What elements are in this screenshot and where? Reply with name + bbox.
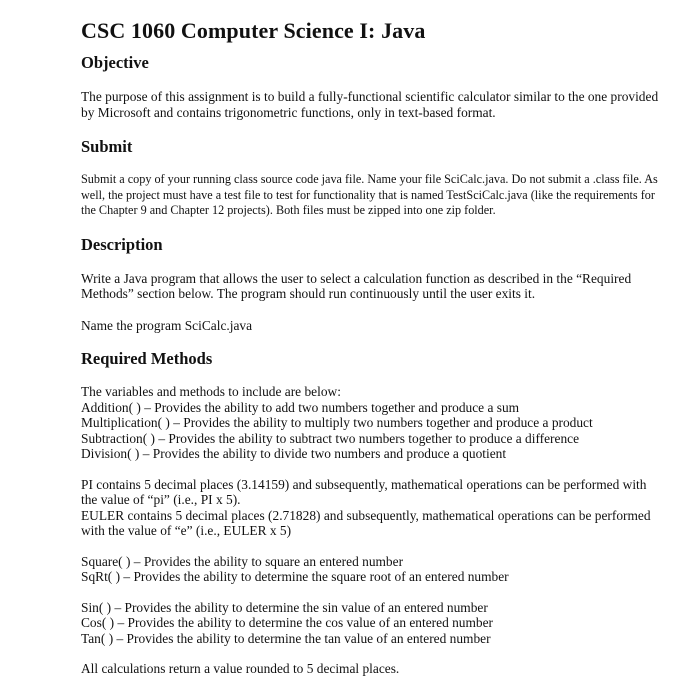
objective-text: The purpose of this assignment is to build a fully-functional scientific calculator similar to the one provided by Microsoft and contains trigonometric functions, only in text-based format. (81, 89, 659, 120)
submit-text: Submit a copy of your running class source code java file. Name your file SciCalc.java. Do not submit a .class file. As well, the project must have a test file to test for functionality that is named TestSciCalc.java (like the requirements for the Chapter 9 and Chapter 12 projects). Both files must be zipped into one zip folder. (81, 172, 658, 217)
objective-heading: Objective (81, 53, 149, 72)
list-item: Sin( ) – Provides the ability to determine the sin value of an entered number (81, 599, 488, 615)
pi-text: PI contains 5 decimal places (3.14159) and subsequently, mathematical operations can be performed with the value of “pi” (i.e., PI x 5). (81, 476, 647, 507)
power-methods-list (81, 554, 661, 585)
document-page (81, 18, 661, 677)
list-item: Subtraction( ) – Provides the ability to subtract two numbers together to produce a difference (81, 430, 580, 446)
basic-methods-list (81, 384, 661, 462)
list-item: Tan( ) – Provides the ability to determine the tan value of an entered number (81, 630, 491, 646)
description-heading: Description (81, 234, 163, 254)
list-item: Division( ) – Provides the ability to divide two numbers and produce a quotient (81, 446, 507, 461)
required-methods-heading: Required Methods (81, 349, 213, 368)
rounding-text: All calculations return a value rounded to 5 decimal places. (81, 661, 400, 676)
list-item: Addition( ) – Provides the ability to add two numbers together and produce a sum (81, 399, 520, 415)
submit-heading: Submit (81, 137, 133, 156)
list-item: Multiplication( ) – Provides the ability to multiply two numbers together and produce a product (81, 415, 593, 430)
description-text: Write a Java program that allows the user to select a calculation function as described in the “Required Methods” section below. The program should run continuously until the user exits it. (81, 270, 632, 301)
document-title: CSC 1060 Computer Science I: Java (81, 18, 426, 43)
list-item: SqRt( ) – Provides the ability to determine the square root of an entered number (81, 569, 509, 584)
euler-text: EULER contains 5 decimal places (2.71828) and subsequently, mathematical operations can be performed with the value of “e” (i.e., EULER x 5) (81, 507, 651, 538)
trig-methods-list (81, 600, 661, 647)
list-item: Cos( ) – Provides the ability to determine the cos value of an entered number (81, 615, 494, 630)
methods-intro: The variables and methods to include are below: (81, 384, 341, 399)
list-item: Square( ) – Provides the ability to square an entered number (81, 553, 404, 569)
program-name-text: Name the program SciCalc.java (81, 317, 253, 333)
